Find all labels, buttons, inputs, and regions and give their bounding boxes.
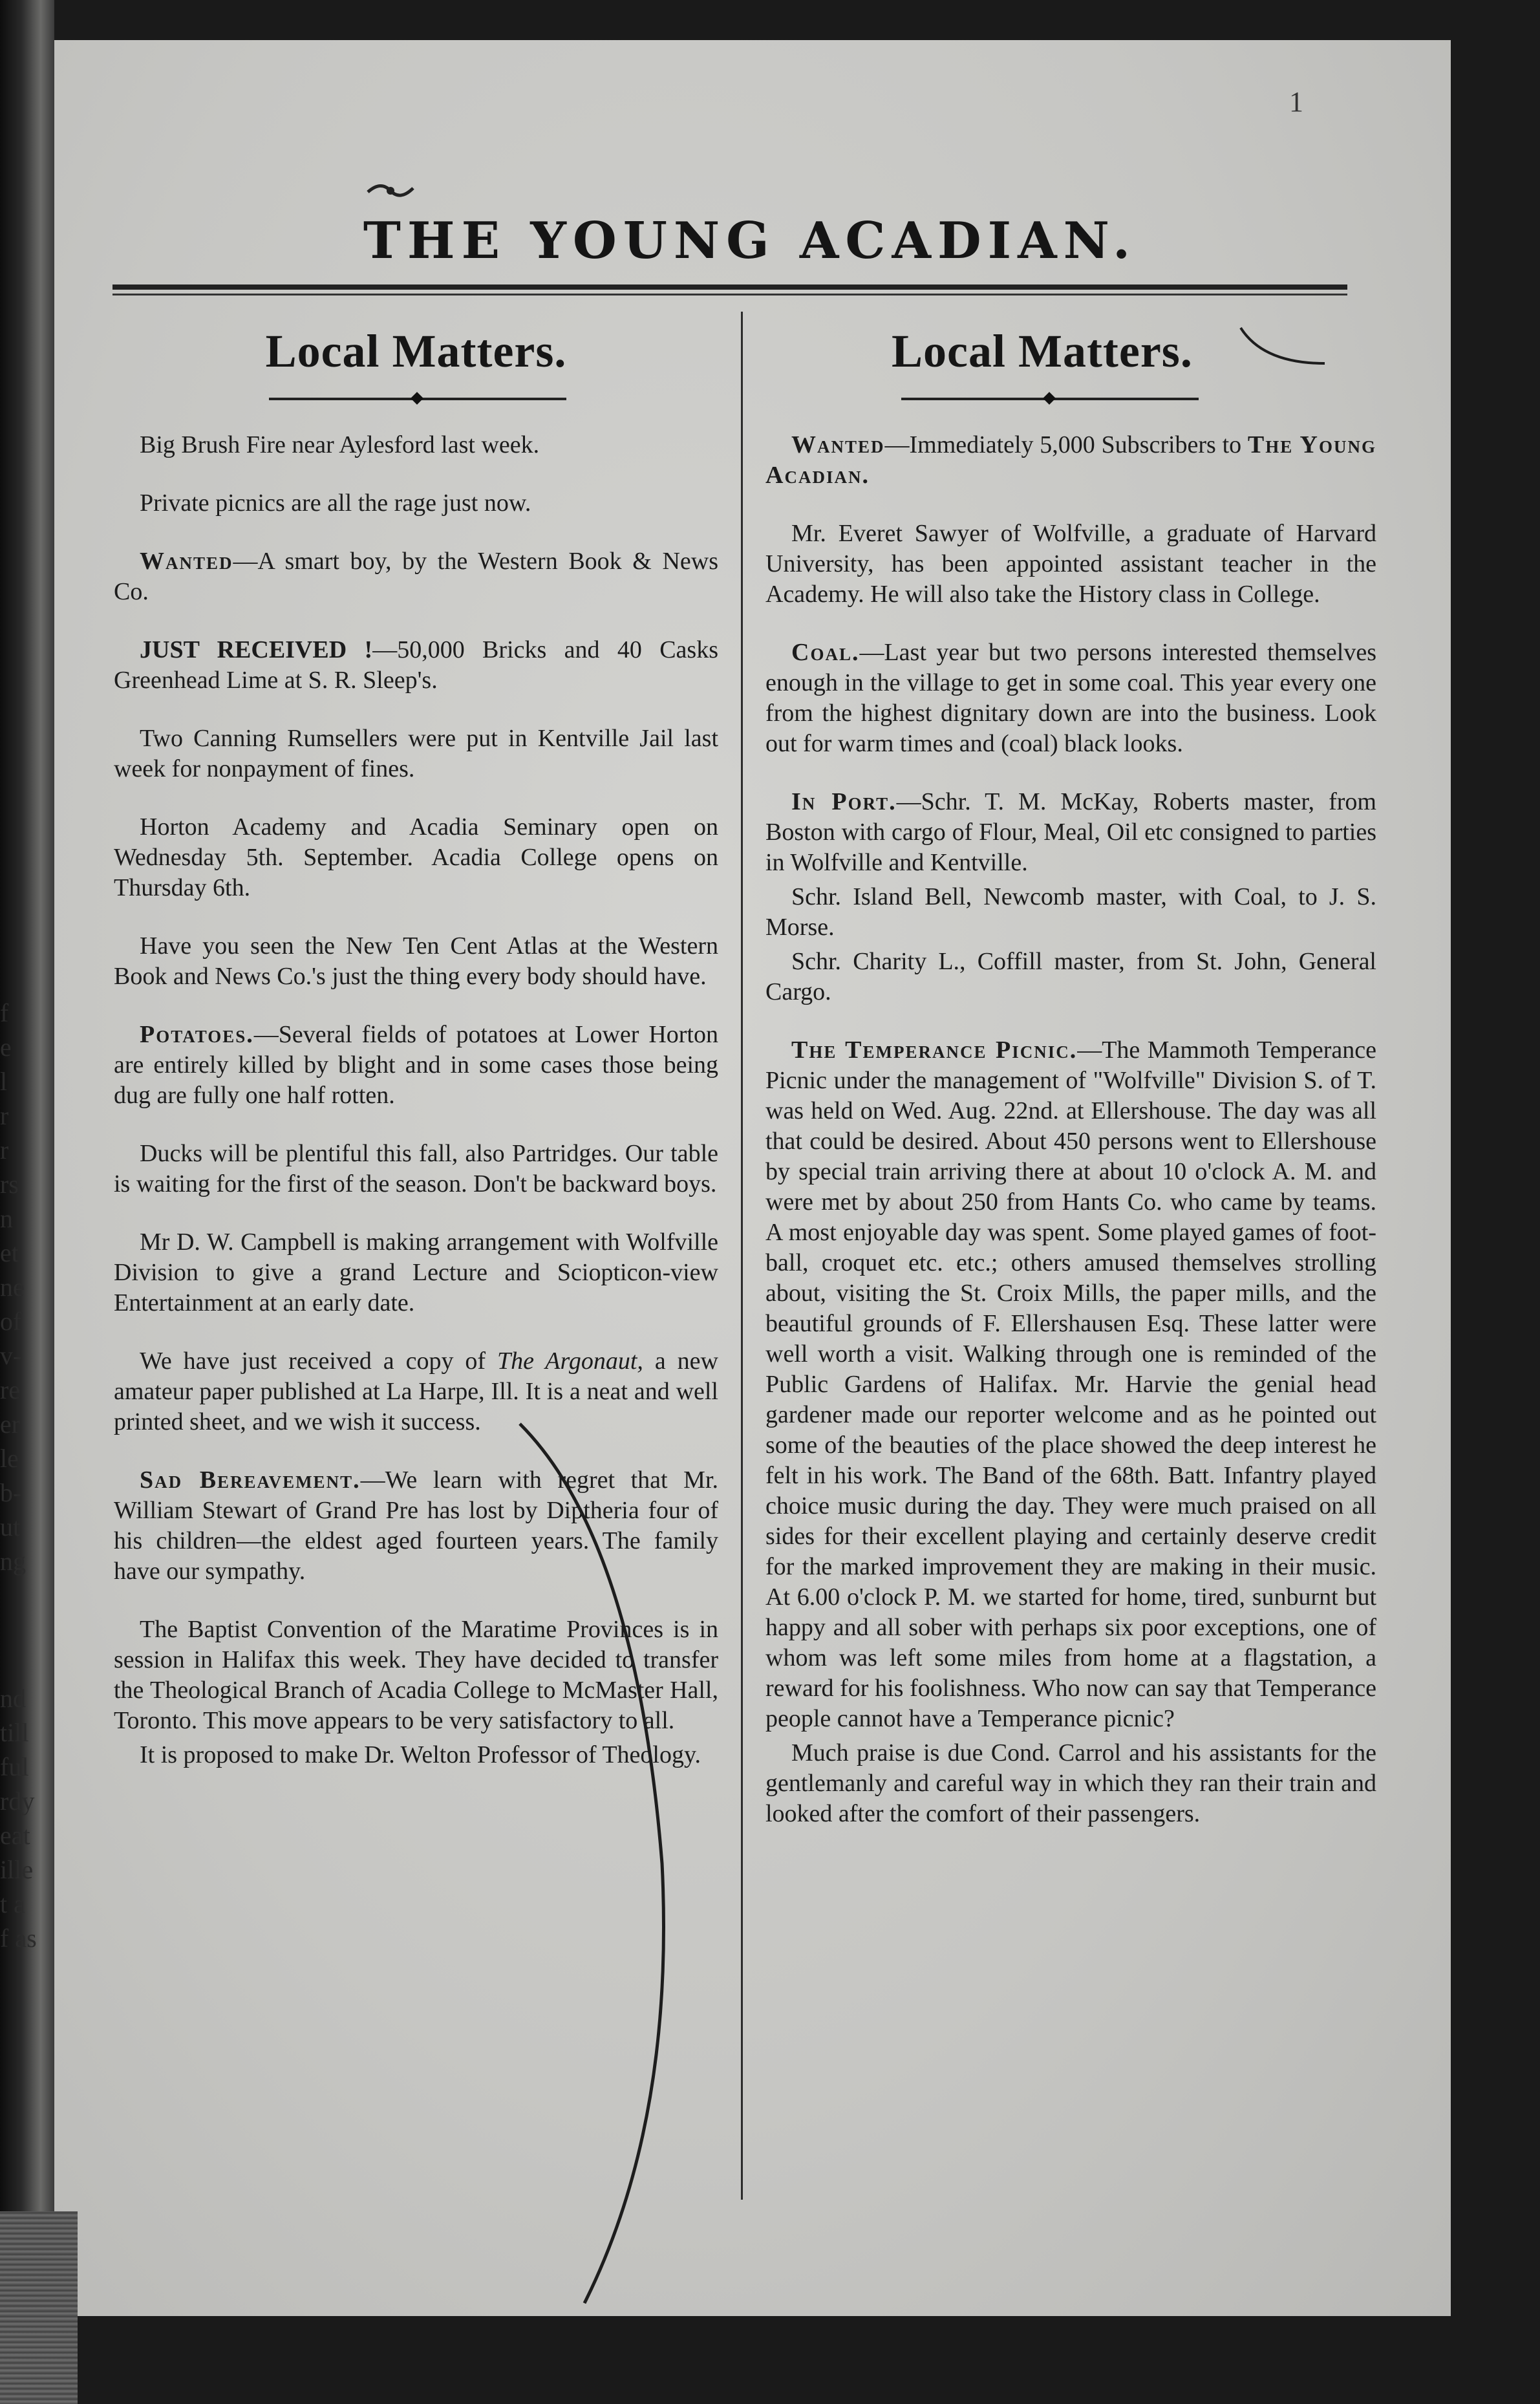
masthead-title: THE YOUNG ACADIAN. [363,211,1137,270]
article-lead: Coal. [791,639,860,666]
article-small-caps-tail: The Young Acadian. [765,431,1376,489]
margin-fragment: l [0,1067,8,1096]
left-column-heading: Local Matters. [265,325,567,377]
margin-fragment: f as [0,1924,37,1953]
article-text: Have you seen the New Ten Cent Atlas at the Western Book and News Co.'s just the thing every body should have. [114,932,718,990]
article-text: Schr. Island Bell, Newcomb master, with Coal, to J. S. Morse. [765,883,1376,941]
article-text: —Last year but two persons interested themselves enough in the village to get in some coal. This year every one from the highest dignitary down are into the business. Look out for warm times and (coal) black looks. [765,639,1376,757]
margin-fragment: ut [0,1512,21,1541]
article-lead: Wanted [140,548,233,575]
binding-spine-strip [0,2211,78,2404]
margin-fragment: r [0,1135,9,1164]
left-heading-ornament-rule [269,398,566,400]
margin-fragment [0,1578,39,1613]
article-item [114,812,718,903]
article-text: —A smart boy, by the Western Book & News Co. [114,548,718,605]
article-text: The Baptist Convention of the Maratime Provinces is in session in Halifax this week. They have decided to transfer the Theological Branch of Acadia College to McMaster Hall, Toronto. This move appears to be very satisfactory to all. [114,1616,718,1734]
article-item [765,947,1376,1007]
article-item [114,1139,718,1199]
article-item [765,787,1376,878]
article-item [114,488,718,519]
article-text: We have just received a copy of [140,1347,498,1375]
article-item [114,724,718,784]
margin-fragment: f [0,998,9,1027]
page-number: 1 [1289,86,1303,118]
margin-fragment: ne [0,1272,25,1302]
masthead-ornament-icon [365,179,416,205]
article-text: Ducks will be plentiful this fall, also Partridges. Our table is waiting for the first of the season. Don't be backward boys. [114,1140,718,1197]
pen-tick-mark-icon [1237,325,1328,370]
article-lead: Potatoes. [140,1021,254,1048]
article-text: Much praise is due Cond. Carrol and his assistants for the gentlemanly and careful way in which they ran their train and looked after the comfort of their passengers. [765,1739,1376,1827]
newspaper-page [54,40,1451,2316]
margin-fragment: of [0,1307,22,1336]
article-text: Two Canning Rumsellers were put in Kentville Jail last week for nonpayment of fines. [114,725,718,782]
article-text: —50,000 Bricks and 40 Casks Greenhead Lime at S. R. Sleep's. [114,636,718,694]
column-divider [741,312,743,2200]
article-item [765,1738,1376,1829]
article-lead: The Temperance Picnic. [791,1036,1078,1064]
article-item [765,430,1376,491]
pen-stroke-mark-icon [507,1411,701,2316]
margin-fragment: rdy [0,1787,35,1816]
right-column-items [765,430,1376,1829]
article-item [114,1020,718,1111]
article-text: Mr. Everet Sawyer of Wolfville, a graduate of Harvard University, has been appointed assistant teacher in the Academy. He will also take the History class in College. [765,520,1376,608]
article-item [765,519,1376,610]
margin-fragment: le [0,1444,19,1473]
article-lead: Wanted [791,431,885,458]
margin-fragment: ille [0,1855,34,1884]
margin-fragment: ng [0,1547,26,1576]
article-text: Schr. Charity L., Coffill master, from St. John, General Cargo. [765,948,1376,1005]
article-text: Horton Academy and Acadia Seminary open on Wednesday 5th. September. Acadia College opens on Thursday 6th. [114,813,718,901]
article-text: It is proposed to make Dr. Welton Professor of Theology. [140,1741,701,1768]
margin-fragment: t a [0,1889,25,1918]
margin-fragment: eat [0,1821,30,1850]
article-text: —Schr. T. M. McKay, Roberts master, from Boston with cargo of Flour, Meal, Oil etc consigned to parties in Wolfville and Kentville. [765,788,1376,876]
article-text: Big Brush Fire near Aylesford last week. [140,431,540,458]
article-text: —Several fields of potatoes at Lower Horton are entirely killed by blight and in some cases those being dug are fully one half rotten. [114,1021,718,1109]
article-item [114,546,718,607]
article-text: Private picnics are all the rage just now. [140,489,531,517]
margin-fragment: till [0,1718,29,1747]
margin-fragment: ful [0,1752,29,1781]
article-item [114,931,718,992]
article-item [114,635,718,696]
masthead-rule-thin [112,294,1347,295]
article-lead: JUST RECEIVED ! [140,636,373,663]
margin-fragment: re [0,1375,21,1404]
article-text: —Immediately 5,000 Subscribers to [884,431,1248,458]
article-text: —We learn with regret that Mr. William Stewart of Grand Pre has lost by Diptheria four of his children—the eldest aged fourteen years. The family have our sympathy. [114,1466,718,1585]
margin-fragment: e [0,1033,12,1062]
right-heading-ornament-rule [901,398,1199,400]
article-italic-title: The Argonaut, [497,1347,643,1375]
article-text: a new amateur paper published at La Harpe, Ill. It is a neat and well printed sheet, and we wish it success. [114,1347,718,1435]
right-column [765,325,1376,1857]
article-lead: Sad Bereavement. [140,1466,361,1494]
previous-page-margin-text [0,996,39,2160]
article-item [765,1035,1376,1734]
margin-fragment: r [0,1101,9,1130]
margin-fragment: nd [0,1684,26,1713]
margin-fragment: er [0,1410,21,1439]
article-item [765,638,1376,759]
margin-fragment: et [0,1238,19,1267]
article-item [114,430,718,460]
masthead-rule-thick [112,284,1347,290]
article-item [765,882,1376,943]
margin-fragment: v- [0,1341,22,1370]
right-column-heading: Local Matters. [892,325,1193,377]
article-text: Mr D. W. Campbell is making arrangement with Wolfville Division to give a grand Lecture and Sciopticon-view Entertainment at an early date. [114,1229,718,1316]
margin-fragment: n [0,1204,13,1233]
margin-fragment [0,1613,39,1647]
article-item [114,1227,718,1318]
article-lead: In Port. [791,788,897,815]
margin-fragment: b- [0,1478,22,1507]
article-text: —The Mammoth Temperance Picnic under the management of "Wolfville" Division S. of T. was held on Wed. Aug. 22nd. at Ellershouse. The day was all that could be desired. About 450 persons went to Ellershouse by special train arriving there at about 10 o'clock A. M. and were met by about 250 from Hants Co. who came by teams. A most enjoyable day was spent. Some played games of foot-ball, croquet etc. etc.; others amused themselves strolling about, visiting the St. Croix Mills, the paper mills, and the beautiful grounds of F. Ellershausen Esq. These latter were well worth a visit. Walking through one is reminded of the Public Gardens of Halifax. Mr. Harvie the genial head gardener made our reporter welcome and as he pointed out some of the beauties of the place showed the deep interest he felt in his work. The Band of the 68th. Batt. Infantry played choice music during the day. They were much praised on all sides for their excellent playing and certainly deserve credit for the marked improvement they are making in their music. At 6.00 o'clock P. M. we started for home, tired, sunburnt but happy and all sober with perhaps six poor exceptions, one of whom was left some miles from home at a flagstation, a reward for his foolishness. Who now can say that Temperance people cannot have a Temperance picnic? [765,1036,1376,1732]
margin-fragment [0,1647,39,1681]
margin-fragment: rs [0,1170,19,1199]
